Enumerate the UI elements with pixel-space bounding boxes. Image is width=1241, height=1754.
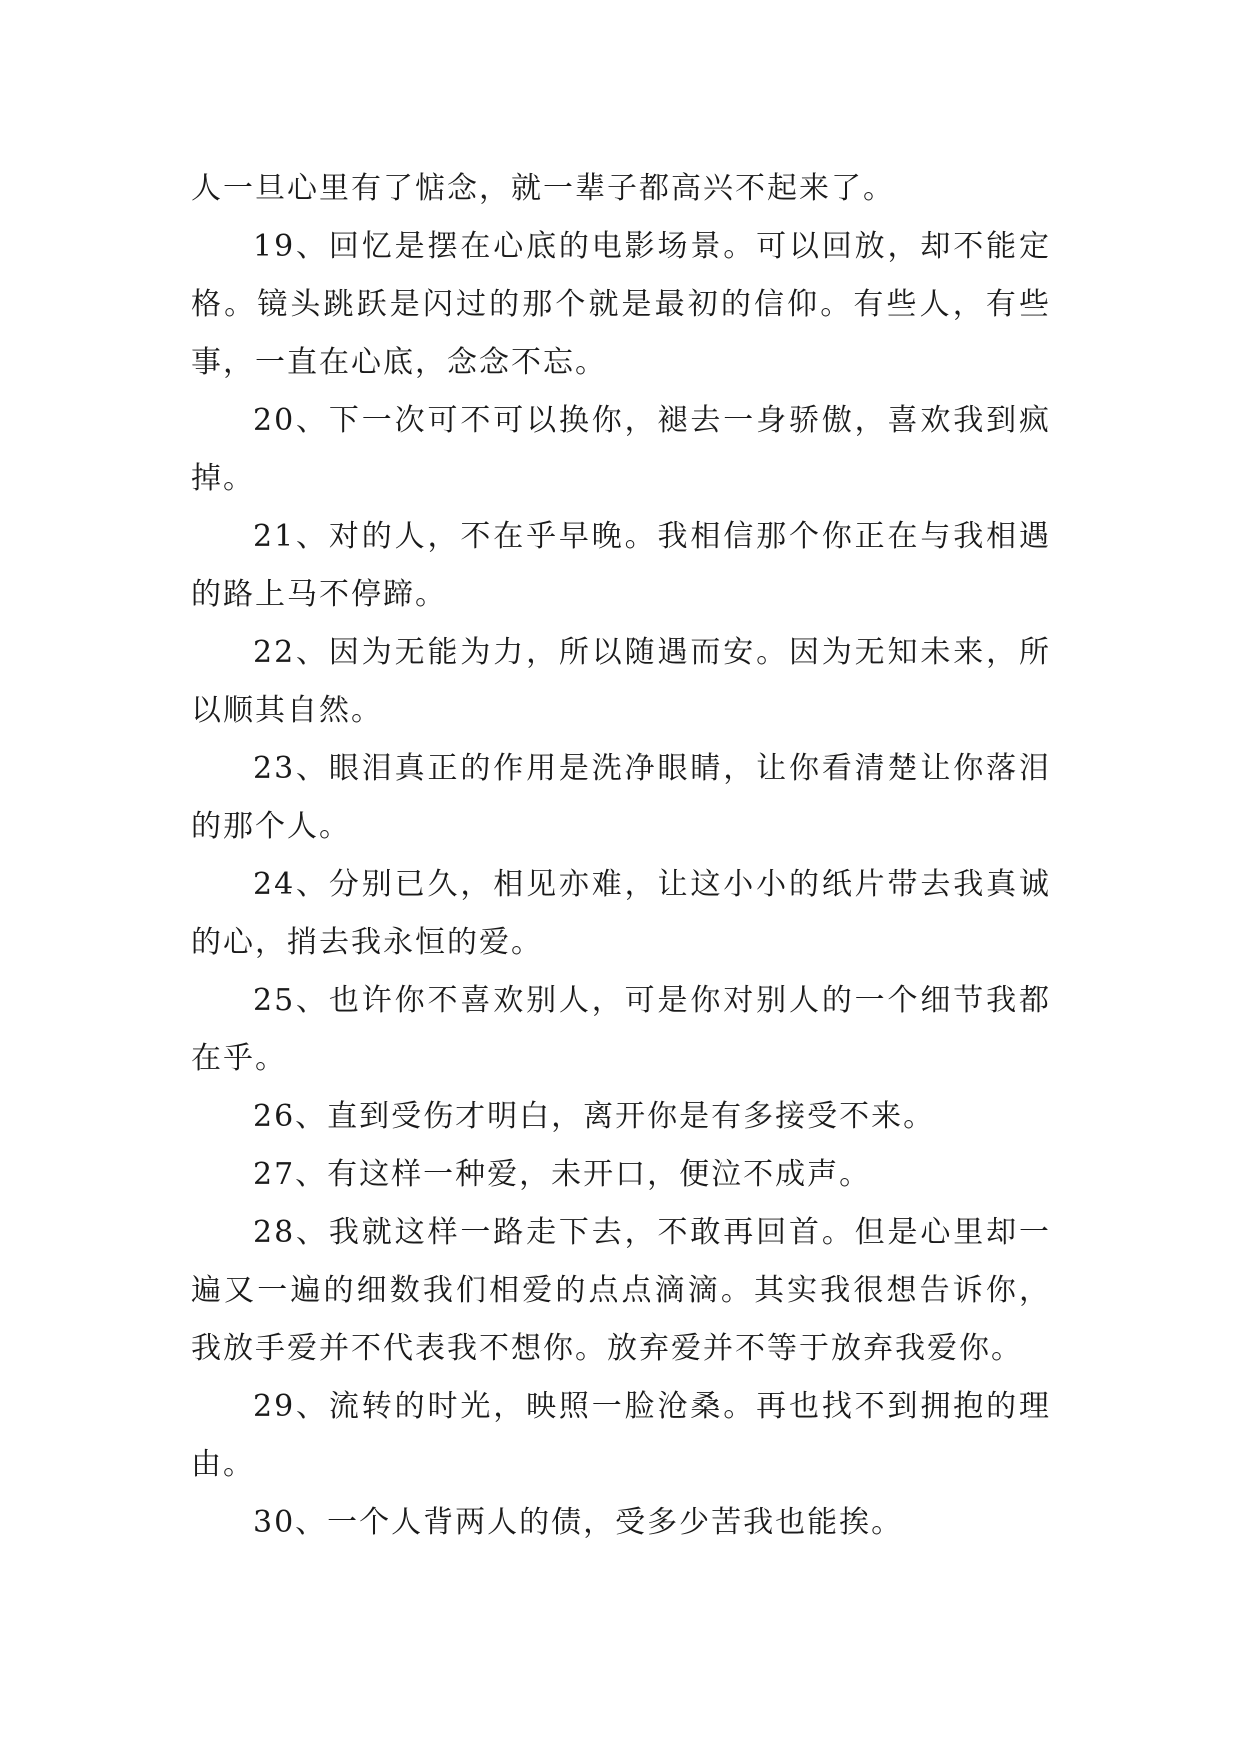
paragraph: 29、流转的时光，映照一脸沧桑。再也找不到拥抱的理由。 (191, 1389, 1051, 1482)
paragraph: 23、眼泪真正的作用是洗净眼睛，让你看清楚让你落泪的那个人。 (191, 751, 1051, 844)
paragraph: 26、直到受伤才明白，离开你是有多接受不来。 (253, 1099, 936, 1134)
paragraph: 24、分别已久，相见亦难，让这小小的纸片带去我真诚的心，捎去我永恒的爱。 (191, 867, 1051, 960)
paragraph: 30、一个人背两人的债，受多少苦我也能挨。 (253, 1505, 904, 1540)
paragraph: 人一旦心里有了惦念，就一辈子都高兴不起来了。 (191, 171, 895, 206)
paragraph: 25、也许你不喜欢别人，可是你对别人的一个细节我都在乎。 (191, 983, 1051, 1076)
paragraph: 19、回忆是摆在心底的电影场景。可以回放，却不能定格。镜头跳跃是闪过的那个就是最初的信仰。有些人，有些事，一直在心底，念念不忘。 (191, 229, 1051, 380)
paragraph: 21、对的人，不在乎早晚。我相信那个你正在与我相遇的路上马不停蹄。 (191, 519, 1051, 612)
document-body (191, 160, 1051, 1552)
paragraph: 27、有这样一种爱，未开口，便泣不成声。 (253, 1157, 872, 1192)
paragraph: 22、因为无能为力，所以随遇而安。因为无知未来，所以顺其自然。 (191, 635, 1051, 728)
paragraph: 20、下一次可不可以换你，褪去一身骄傲，喜欢我到疯掉。 (191, 403, 1051, 496)
paragraph: 28、我就这样一路走下去，不敢再回首。但是心里却一遍又一遍的细数我们相爱的点点滴滴。其实我很想告诉你，我放手爱并不代表我不想你。放弃爱并不等于放弃我爱你。 (191, 1215, 1051, 1366)
